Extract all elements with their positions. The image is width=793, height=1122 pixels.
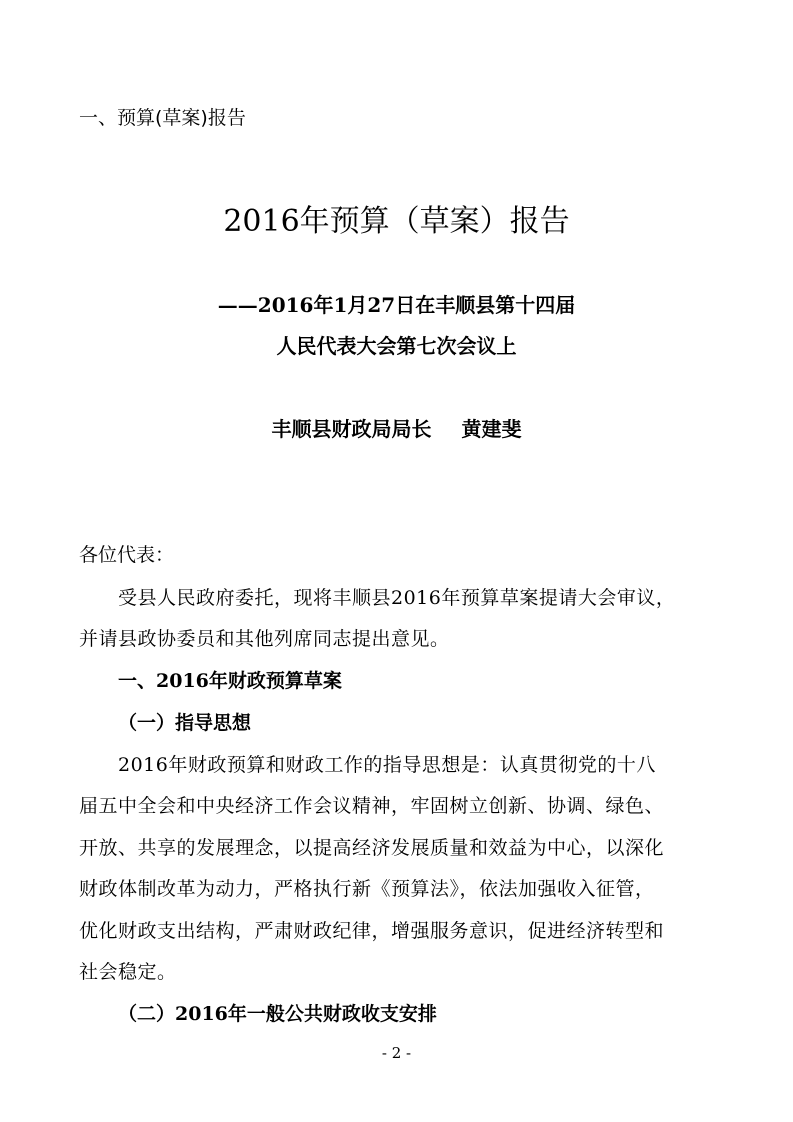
intro-line-1: 受县人民政府委托，现将丰顺县2016年预算草案提请大会审议， (118, 587, 676, 609)
subtitle-line-2: 人民代表大会第七次会议上 (276, 334, 517, 358)
salutation: 各位代表： (79, 544, 175, 566)
page-number: - 2 - (381, 1044, 412, 1062)
guidance-line-4: 财政体制改革为动力，严格执行新《预算法》，依法加强收入征管， (79, 878, 655, 900)
guidance-line-3: 开放、共享的发展理念，以提高经济发展质量和效益为中心，以深化 (79, 837, 665, 859)
guidance-line-5: 优化财政支出结构，严肃财政纪律，增强服务意识，促进经济转型和 (79, 920, 665, 942)
subtitle-line-1: ——2016年1月27日在丰顺县第十四届 (217, 293, 576, 317)
intro-line-2: 并请县政协委员和其他列席同志提出意见。 (79, 628, 450, 650)
guidance-line-2: 届五中全会和中央经济工作会议精神，牢固树立创新、协调、绿色、 (79, 795, 665, 817)
author-role: 丰顺县财政局局长 (271, 417, 432, 441)
heading-budget-draft: 一、2016年财政预算草案 (118, 670, 342, 692)
heading-general-public-finance: （二）2016年一般公共财政收支安排 (118, 1003, 437, 1025)
document-title: 2016年预算（草案）报告 (223, 204, 570, 239)
author-line (0, 413, 793, 442)
heading-guiding-principle: （一）指导思想 (118, 712, 252, 734)
guidance-line-6: 社会稳定。 (79, 961, 177, 983)
guidance-line-1: 2016年财政预算和财政工作的指导思想是：认真贯彻党的十八 (118, 754, 656, 776)
author-name: 黄建斐 (461, 417, 522, 441)
section-heading: 一、预算(草案)报告 (79, 107, 246, 129)
